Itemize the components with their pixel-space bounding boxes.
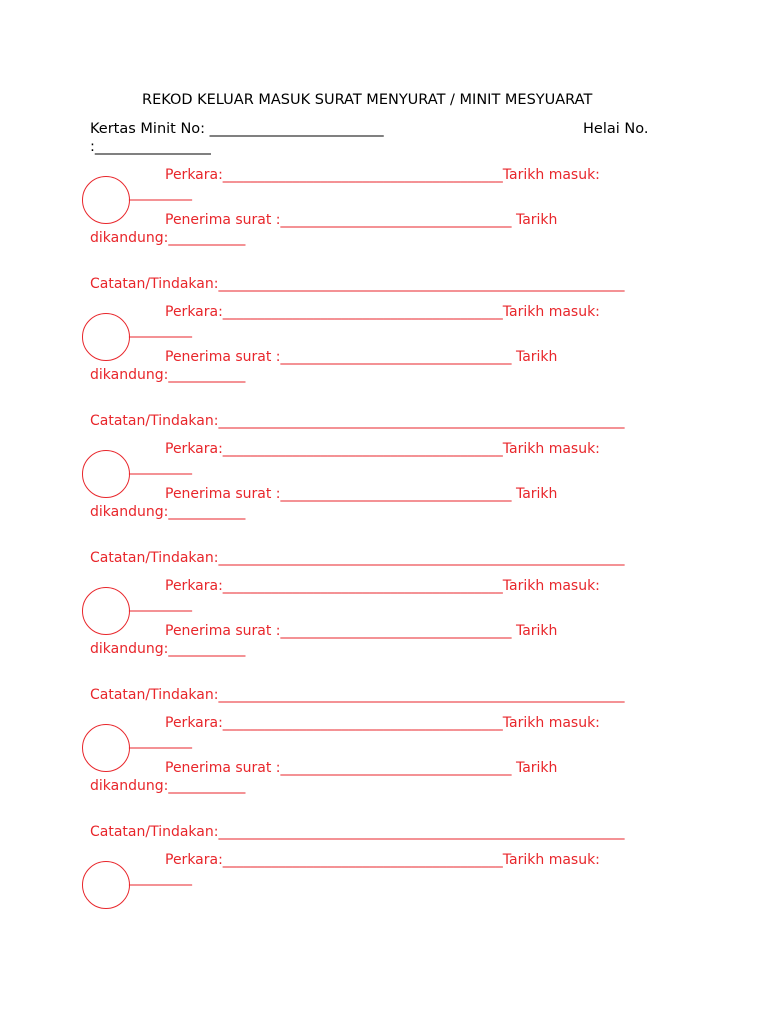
page-title: REKOD KELUAR MASUK SURAT MENYURAT / MINIT MESYUARAT bbox=[142, 92, 593, 108]
perkara-line: Perkara:________________________________________Tarikh masuk: bbox=[165, 167, 600, 183]
stamp-circle bbox=[82, 861, 130, 909]
stamp-circle bbox=[82, 724, 130, 772]
perkara-line-cont: _________ bbox=[129, 459, 192, 475]
stamp-circle bbox=[82, 450, 130, 498]
catatan-line: Catatan/Tindakan:__________________________________________________________ bbox=[90, 687, 625, 703]
catatan-line: Catatan/Tindakan:__________________________________________________________ bbox=[90, 550, 625, 566]
dikandung-line: dikandung:___________ bbox=[90, 778, 246, 794]
perkara-line: Perkara:________________________________________Tarikh masuk: bbox=[165, 852, 600, 868]
catatan-line: Catatan/Tindakan:__________________________________________________________ bbox=[90, 276, 625, 292]
stamp-circle bbox=[82, 587, 130, 635]
penerima-line: Penerima surat :_________________________________ Tarikh bbox=[165, 212, 558, 228]
dikandung-line: dikandung:___________ bbox=[90, 230, 246, 246]
dikandung-line: dikandung:___________ bbox=[90, 641, 246, 657]
perkara-line-cont: _________ bbox=[129, 596, 192, 612]
perkara-line-cont: _________ bbox=[129, 322, 192, 338]
perkara-line-cont: _________ bbox=[129, 733, 192, 749]
perkara-line: Perkara:________________________________________Tarikh masuk: bbox=[165, 715, 600, 731]
catatan-line: Catatan/Tindakan:__________________________________________________________ bbox=[90, 413, 625, 429]
penerima-line: Penerima surat :_________________________________ Tarikh bbox=[165, 486, 558, 502]
perkara-line-cont: _________ bbox=[129, 185, 192, 201]
dikandung-line: dikandung:___________ bbox=[90, 504, 246, 520]
perkara-line: Perkara:________________________________________Tarikh masuk: bbox=[165, 304, 600, 320]
dikandung-line: dikandung:___________ bbox=[90, 367, 246, 383]
helai-value: :________________ bbox=[90, 139, 211, 155]
kertas-minit-label: Kertas Minit No: ________________________ bbox=[90, 121, 384, 137]
penerima-line: Penerima surat :_________________________________ Tarikh bbox=[165, 760, 558, 776]
catatan-line: Catatan/Tindakan:__________________________________________________________ bbox=[90, 824, 625, 840]
penerima-line: Penerima surat :_________________________________ Tarikh bbox=[165, 623, 558, 639]
stamp-circle bbox=[82, 176, 130, 224]
perkara-line: Perkara:________________________________________Tarikh masuk: bbox=[165, 578, 600, 594]
perkara-line: Perkara:________________________________________Tarikh masuk: bbox=[165, 441, 600, 457]
perkara-line-cont: _________ bbox=[129, 870, 192, 886]
penerima-line: Penerima surat :_________________________________ Tarikh bbox=[165, 349, 558, 365]
helai-label: Helai No. bbox=[583, 121, 649, 137]
stamp-circle bbox=[82, 313, 130, 361]
